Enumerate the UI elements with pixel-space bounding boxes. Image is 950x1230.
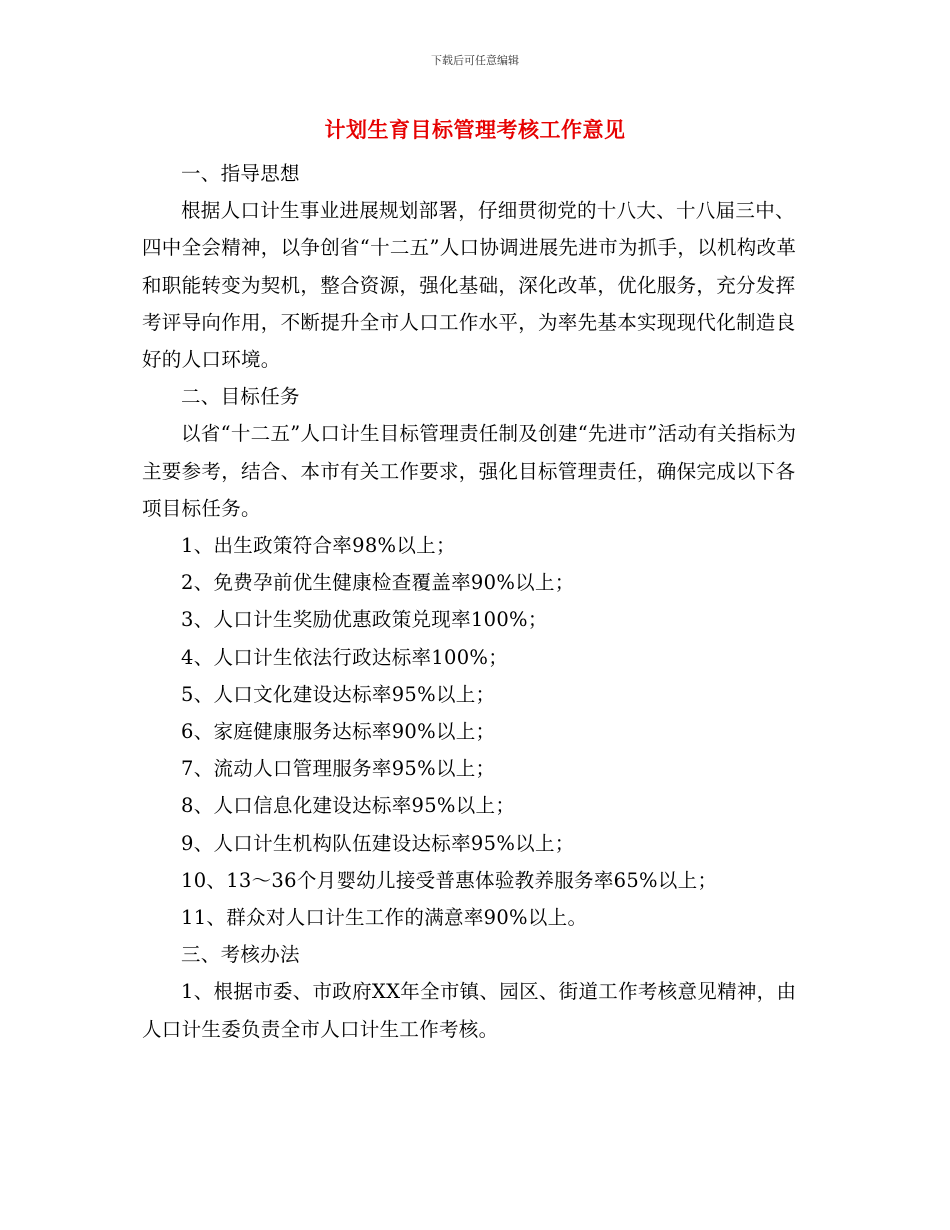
goal-item: 2、免费孕前优生健康检查覆盖率90%以上； [181,571,575,595]
assessment-paragraph: 1、根据市委、市政府XX年全市镇、园区、街道工作考核意见精神，由人口计生委负责全市人口计生工作考核。 [142,980,797,1041]
goal-item: 7、流动人口管理服务率95%以上； [181,757,496,781]
goal-item: 9、人口计生机构队伍建设达标率95%以上； [181,831,575,855]
header-note: 下载后可任意编辑 [431,54,519,67]
goal-item: 10、13～36个月婴幼儿接受普惠体验教养服务率65%以上； [181,868,718,892]
goals-paragraph: 以省“十二五”人口计生目标管理责任制及创建“先进市”活动有关指标为主要参考，结合、本市有关工作要求，强化目标管理责任，确保完成以下各项目标任务。 [142,422,797,520]
goal-item: 1、出生政策符合率98%以上； [181,534,456,558]
goal-item: 11、群众对人口计生工作的满意率90%以上。 [181,906,588,930]
section-heading-guiding-ideology: 一、指导思想 [181,162,300,185]
goal-item: 4、人口计生依法行政达标率100%； [181,645,509,669]
section-heading-goals: 二、目标任务 [181,385,300,409]
goal-item: 3、人口计生奖励优惠政策兑现率100%； [181,608,548,632]
section-heading-assessment: 三、考核办法 [181,943,300,967]
goal-item: 6、家庭健康服务达标率90%以上； [181,720,496,744]
guiding-ideology-paragraph: 根据人口计生事业进展规划部署，仔细贯彻党的十八大、十八届三中、四中全会精神，以争创省“十二五”人口协调进展先进市为抓手，以机构改革和职能转变为契机，整合资源，强化基础，深化改革，优化服务，充分发挥考评导向作用，不断提升全市人口工作水平，为率先基本实现现代化制造良好的人口环境。 [142,199,797,372]
document-title: 计划生育目标管理考核工作意见 [324,118,626,142]
goal-item: 8、人口信息化建设达标率95%以上； [181,794,516,818]
goal-item: 5、人口文化建设达标率95%以上； [181,682,496,706]
document-body [142,155,810,1048]
